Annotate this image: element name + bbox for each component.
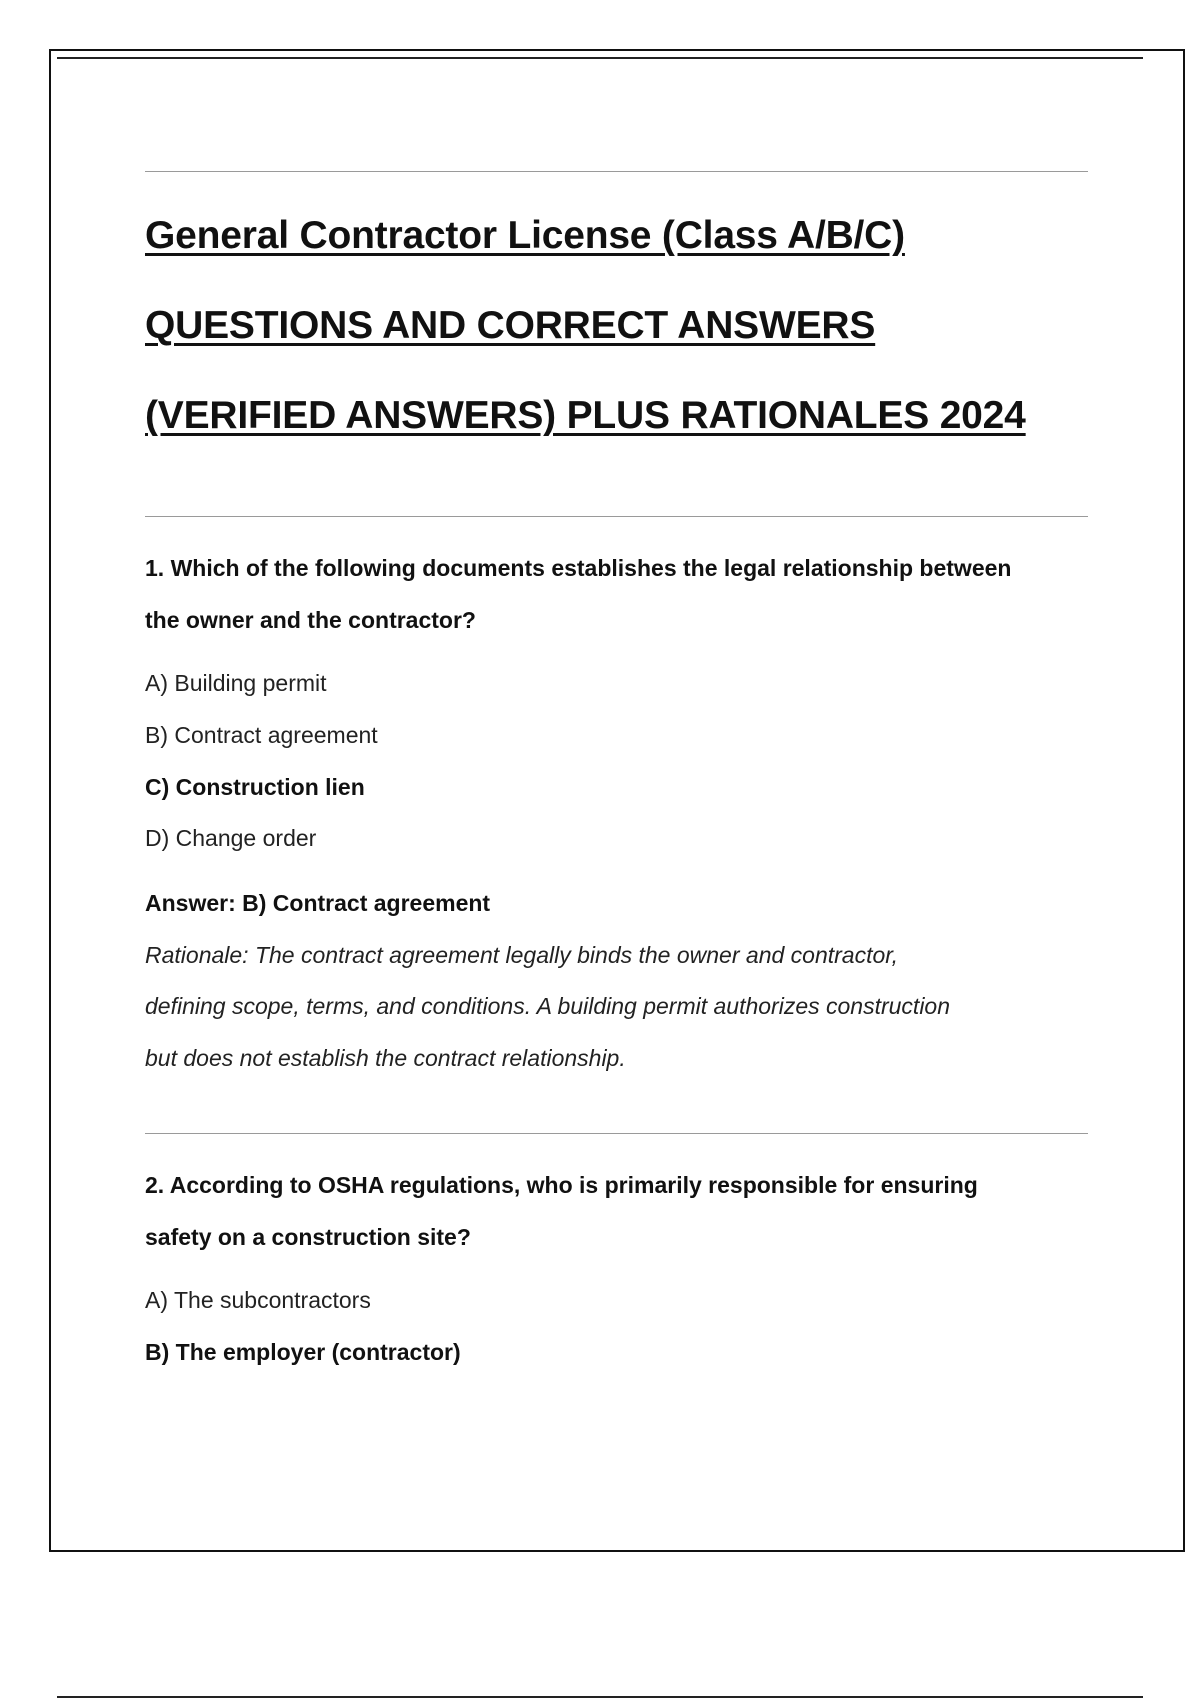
question-2-line-2: safety on a construction site? bbox=[145, 1224, 471, 1250]
question-1-option-a: A) Building permit bbox=[145, 670, 327, 696]
title-line-2: QUESTIONS AND CORRECT ANSWERS bbox=[145, 304, 876, 347]
question-2-line-1: 2. According to OSHA regulations, who is primarily responsible for ensuring bbox=[145, 1172, 978, 1198]
question-1-line-2: the owner and the contractor? bbox=[145, 607, 476, 633]
divider-top bbox=[145, 171, 1088, 172]
title-line-1: General Contractor License (Class A/B/C) bbox=[145, 214, 905, 257]
question-1-option-d: D) Change order bbox=[145, 825, 317, 851]
question-1-answer: Answer: B) Contract agreement bbox=[145, 890, 491, 916]
question-1-line-1: 1. Which of the following documents establishes the legal relationship between bbox=[145, 555, 1012, 581]
divider-after-question-1 bbox=[145, 1133, 1088, 1134]
top-rule bbox=[57, 57, 1143, 59]
question-1-option-b: B) Contract agreement bbox=[145, 722, 378, 748]
divider-after-title bbox=[145, 516, 1088, 517]
question-1-option-c: C) Construction lien bbox=[145, 774, 365, 800]
question-2-option-a: A) The subcontractors bbox=[145, 1287, 371, 1313]
question-1-rationale-line-2: defining scope, terms, and conditions. A building permit authorizes construction bbox=[145, 993, 951, 1019]
question-1-rationale-line-1: Rationale: The contract agreement legally binds the owner and contractor, bbox=[145, 942, 899, 968]
bottom-rule bbox=[57, 1696, 1143, 1698]
question-1-rationale-line-3: but does not establish the contract relationship. bbox=[145, 1045, 626, 1071]
question-2-option-b: B) The employer (contractor) bbox=[145, 1339, 461, 1365]
title-line-3: (VERIFIED ANSWERS) PLUS RATIONALES 2024 bbox=[145, 394, 1026, 437]
